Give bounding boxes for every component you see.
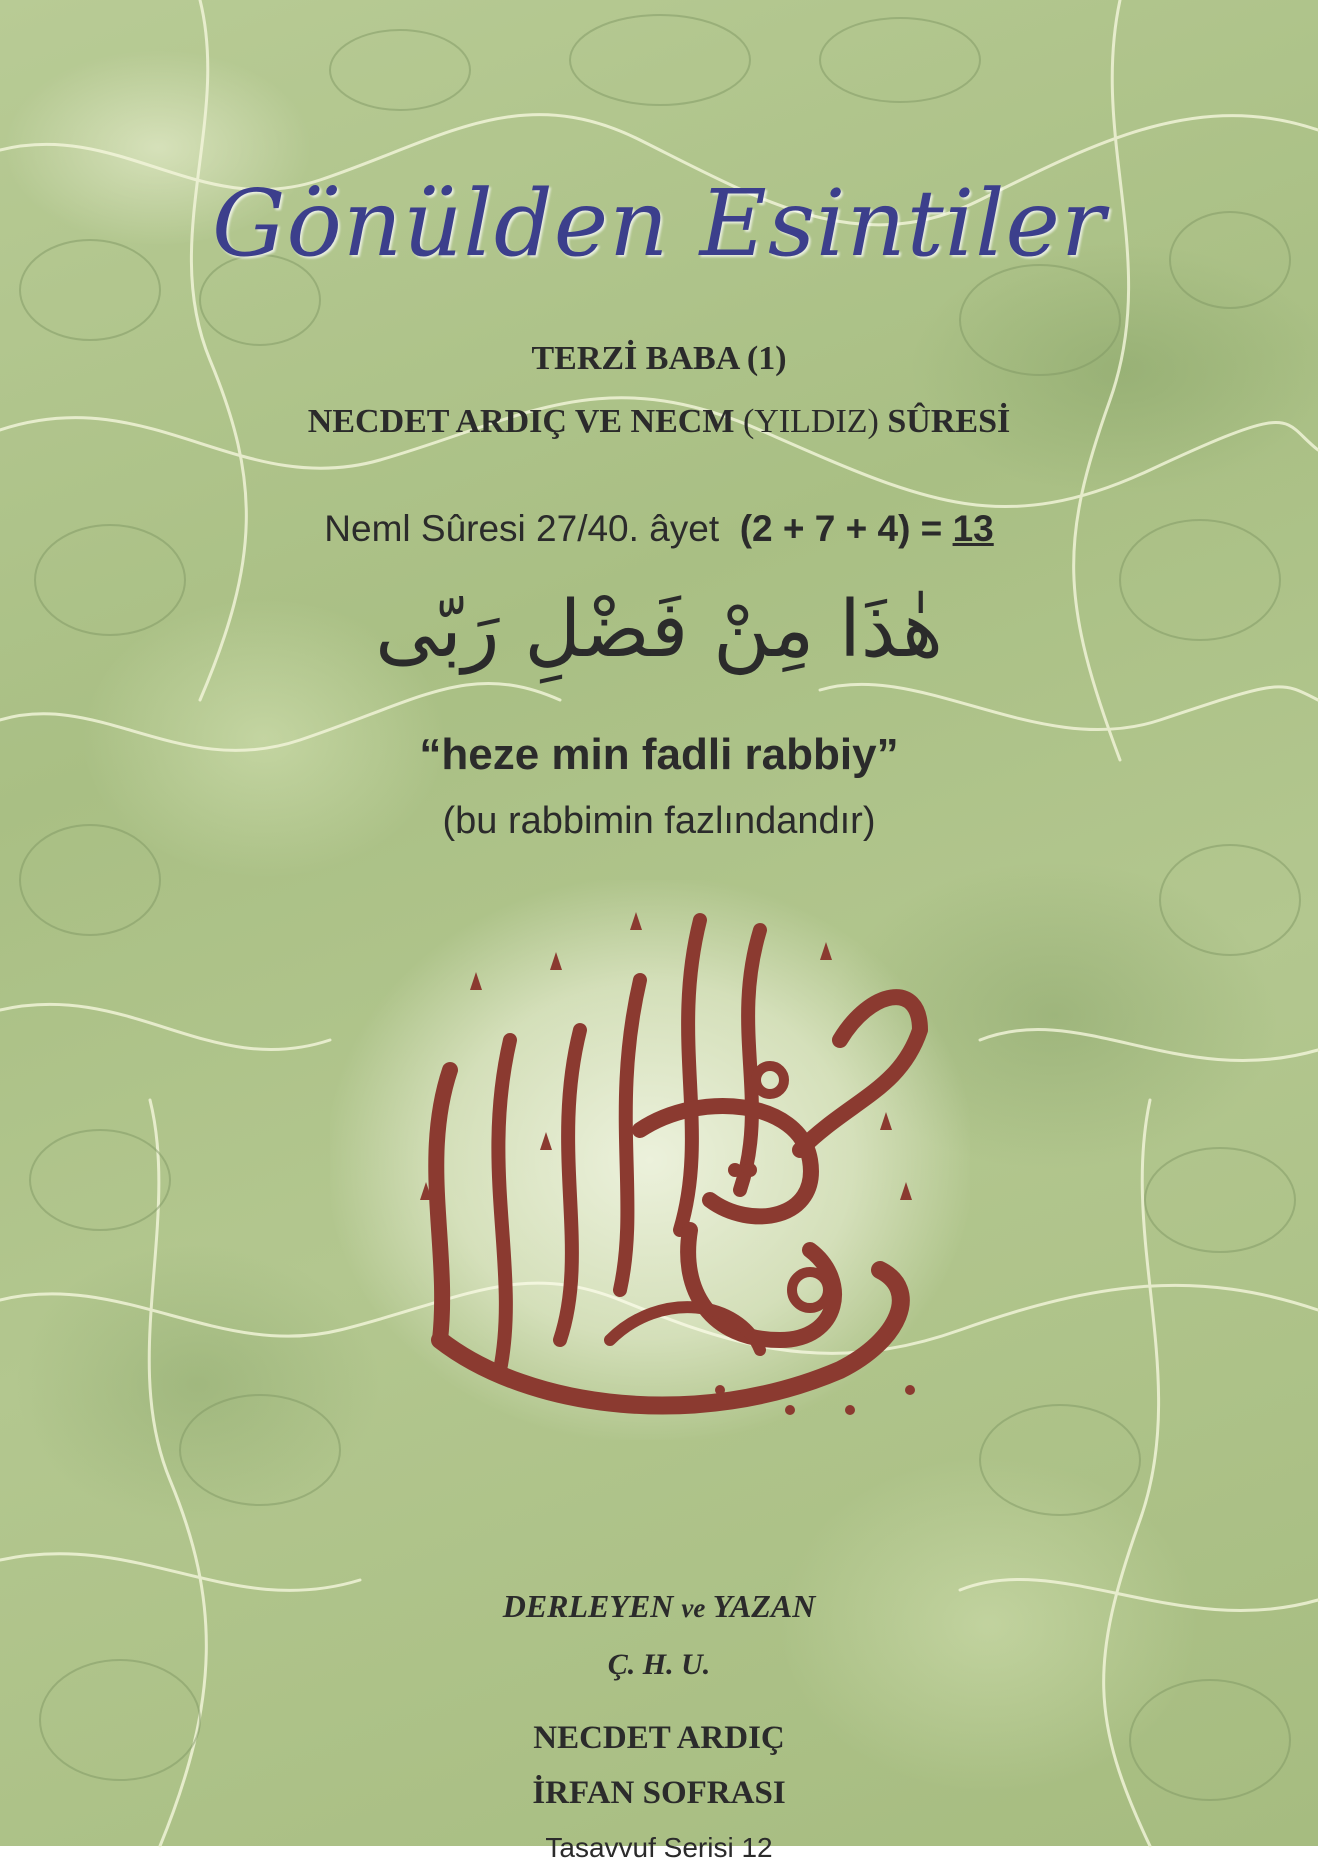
publisher-name: NECDET ARDIÇ <box>533 1720 785 1756</box>
author-label-c: YAZAN <box>712 1588 816 1624</box>
verse-meaning: (bu rabbimin fazlındandır) <box>442 800 876 842</box>
subtitle-part-a: NECDET ARDIÇ VE NECM <box>307 403 735 440</box>
transliteration: “heze min fadli rabbiy” <box>419 730 899 779</box>
author-label <box>0 1588 1318 1625</box>
arabic-verse: هٰذَا مِنْ فَضْلِ رَبّى <box>375 585 943 675</box>
verse-reference <box>0 508 1318 550</box>
author-name: Ç. H. U. <box>607 1648 711 1681</box>
calligraphy-artwork <box>380 870 960 1460</box>
subtitle-part-b: (YILDIZ) <box>742 403 879 440</box>
author-label-b: ve <box>681 1593 706 1623</box>
verse-label: Neml Sûresi 27/40. âyet <box>324 508 720 549</box>
cover-title: Gönülden Esintiler <box>212 170 1106 277</box>
series-label: Tasavvuf Serisi 12 <box>545 1832 773 1863</box>
author-label-a: DERLEYEN <box>502 1588 674 1624</box>
series-subtitle: TERZİ BABA (1) <box>531 340 787 377</box>
verse-formula: (2 + 7 + 4) = <box>739 508 943 549</box>
publisher-imprint: İRFAN SOFRASI <box>532 1775 786 1811</box>
book-subtitle <box>0 403 1318 441</box>
verse-result: 13 <box>952 508 994 549</box>
subtitle-part-c: SÛRESİ <box>887 403 1011 440</box>
